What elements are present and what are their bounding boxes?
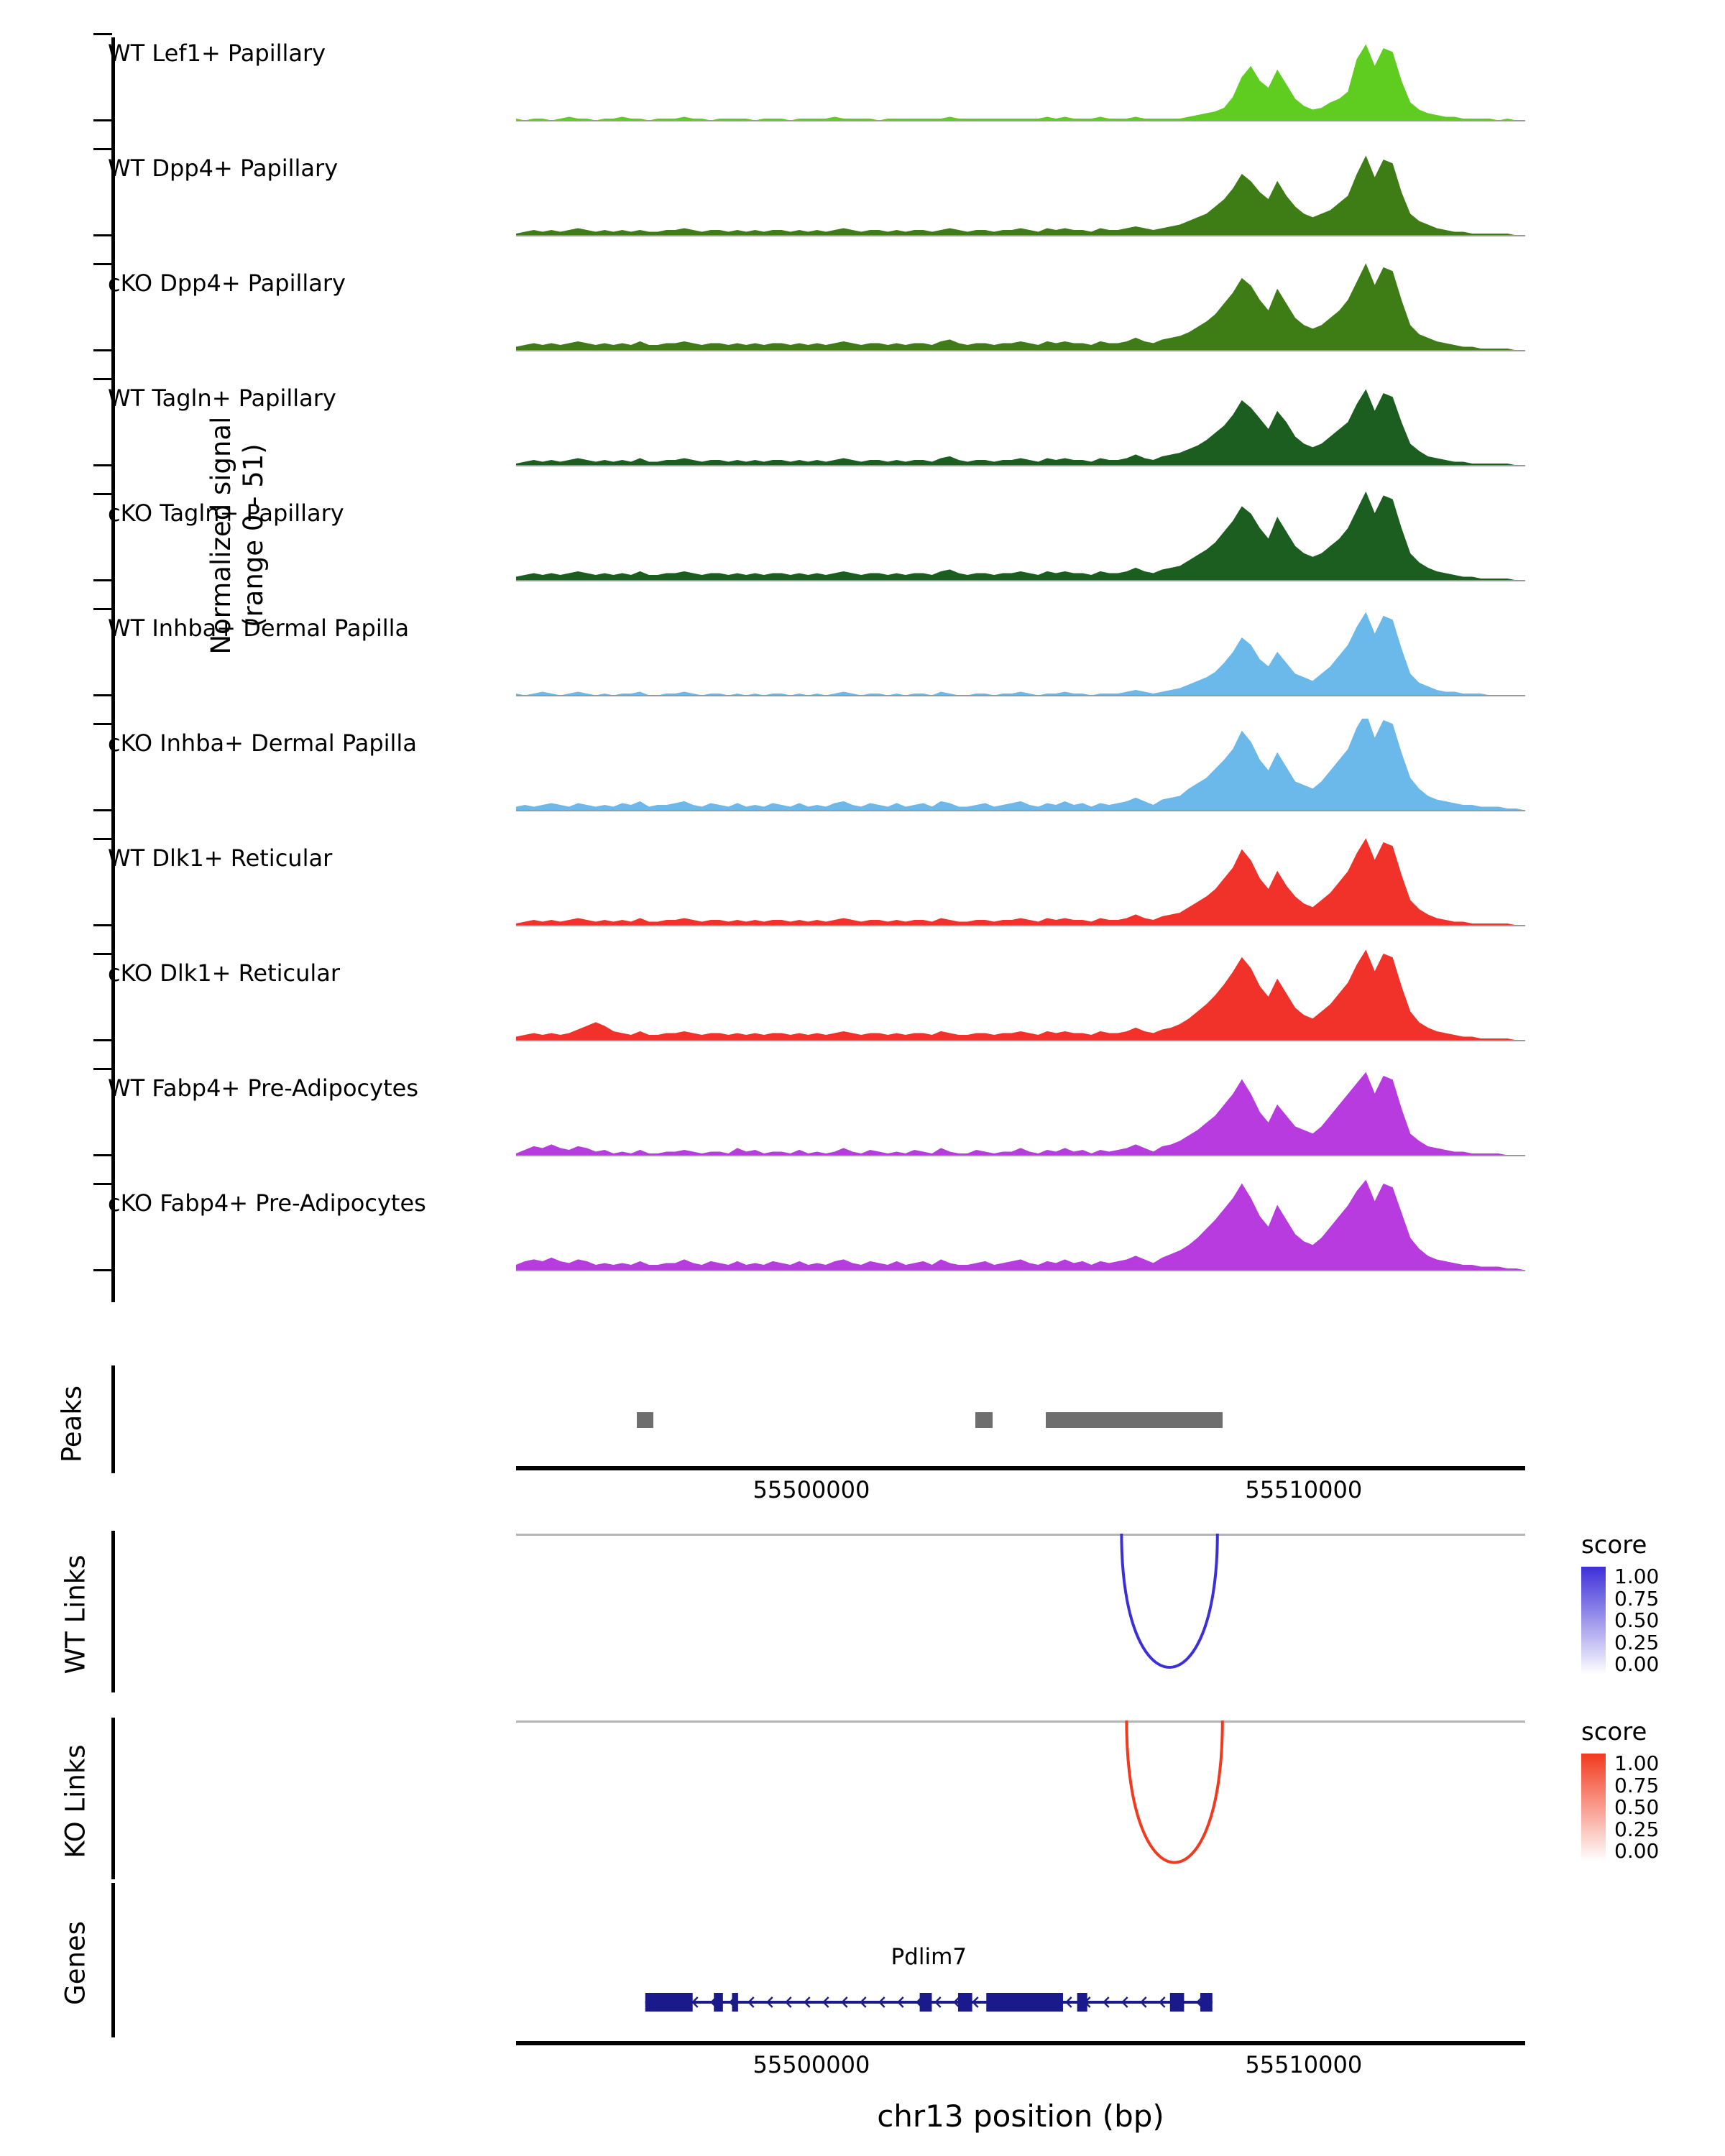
legend-tick: 1.00 — [1614, 1565, 1660, 1588]
coverage-signal-area — [516, 374, 1525, 466]
coverage-track — [0, 1064, 1725, 1179]
coverage-track — [0, 604, 1725, 719]
ko-links-legend-gradient — [1581, 1754, 1606, 1861]
coverage-signal-area — [516, 719, 1525, 811]
coverage-signal-area — [516, 144, 1525, 236]
gene-exon — [645, 1993, 693, 2012]
coverage-signal-area — [516, 1179, 1525, 1271]
axis-tick-label: 55500000 — [753, 2051, 870, 2078]
coverage-track — [0, 1179, 1725, 1294]
ko-links-legend — [1581, 1718, 1725, 1861]
gene-exon — [920, 1993, 932, 2012]
coverage-track-label: cKO Tagln+ Papillary — [108, 499, 344, 528]
genes-label: Genes — [60, 1921, 91, 2005]
coverage-track-label: WT Fabp4+ Pre-Adipocytes — [108, 1074, 418, 1102]
ko-links-label: KO Links — [60, 1744, 91, 1858]
peaks-label: Peaks — [56, 1385, 88, 1463]
coverage-track — [0, 29, 1725, 144]
coverage-track-baseline — [516, 235, 1525, 236]
wt-links-panel — [0, 1524, 1725, 1703]
gene-exon — [1170, 1993, 1184, 2012]
coverage-track — [0, 834, 1725, 949]
wt-links-arcs — [516, 1534, 1525, 1695]
coverage-track-label: cKO Dpp4+ Papillary — [108, 270, 346, 298]
coverage-track-label: WT Inhba+ Dermal Papilla — [108, 614, 410, 642]
legend-tick: 0.50 — [1614, 1795, 1660, 1819]
coverage-track-label: cKO Fabp4+ Pre-Adipocytes — [108, 1189, 426, 1217]
coverage-signal-area — [516, 949, 1525, 1041]
ko-links-panel — [0, 1710, 1725, 1890]
legend-tick: 0.00 — [1614, 1652, 1660, 1676]
coverage-track-label: WT Lef1+ Papillary — [108, 40, 326, 68]
wt-links-legend — [1581, 1531, 1725, 1674]
gene-exon — [732, 1993, 737, 2012]
legend-tick: 0.25 — [1614, 1817, 1660, 1841]
coverage-track — [0, 719, 1725, 834]
coverage-track-baseline — [516, 465, 1525, 466]
wt-links-legend-gradient — [1581, 1567, 1606, 1674]
y-axis-label-line2: (range 0 - 51) — [238, 443, 269, 627]
axis-tick-label: 55510000 — [1245, 1476, 1363, 1503]
coverage-track-baseline — [516, 1040, 1525, 1041]
wt-links-legend-title: score — [1581, 1531, 1647, 1560]
coverage-track-label: WT Dlk1+ Reticular — [108, 844, 333, 872]
wt-links-legend-ticks — [1614, 1567, 1659, 1674]
link-arc — [1121, 1534, 1217, 1667]
genes-axis-bar — [111, 1883, 115, 2037]
coverage-signal-area — [516, 489, 1525, 581]
peak-region — [637, 1412, 653, 1428]
ko-links-legend-title: score — [1581, 1718, 1647, 1746]
ko-links-axis-bar — [111, 1718, 115, 1879]
peaks-axis-bar — [111, 1365, 115, 1473]
coverage-track-label: cKO Dlk1+ Reticular — [108, 959, 341, 987]
coverage-track — [0, 489, 1725, 604]
wt-links-label: WT Links — [60, 1554, 91, 1674]
wt-links-axis-bar — [111, 1531, 115, 1692]
coverage-track-label: WT Tagln+ Papillary — [108, 384, 336, 413]
legend-tick: 0.50 — [1614, 1608, 1660, 1632]
coverage-track — [0, 259, 1725, 374]
axis-tick-label: 55500000 — [753, 1476, 870, 1503]
coverage-track-baseline — [516, 350, 1525, 351]
coverage-track-baseline — [516, 580, 1525, 581]
gene-exon — [1200, 1993, 1213, 2012]
axis-line-top — [516, 1466, 1525, 1470]
coverage-track — [0, 949, 1725, 1064]
y-axis-label-line1: Normalized signal — [205, 416, 236, 655]
coverage-track-label: WT Dpp4+ Papillary — [108, 155, 339, 183]
genes-panel — [0, 1876, 1725, 2063]
peak-region — [975, 1412, 993, 1428]
legend-tick: 0.00 — [1614, 1839, 1660, 1863]
legend-tick: 1.00 — [1614, 1751, 1660, 1775]
gene-exon — [986, 1993, 1063, 2012]
coverage-track-label: cKO Inhba+ Dermal Papilla — [108, 729, 417, 757]
ko-links-arcs — [516, 1720, 1525, 1882]
coverage-signal-area — [516, 604, 1525, 696]
coverage-track-baseline — [516, 695, 1525, 696]
coverage-track-baseline — [516, 1155, 1525, 1156]
gene-name-label: Pdlim7 — [891, 1944, 967, 1970]
axis-line-bottom — [516, 2041, 1525, 2045]
peak-region — [1046, 1412, 1223, 1428]
legend-tick: 0.75 — [1614, 1773, 1660, 1797]
coverage-track-baseline — [516, 1270, 1525, 1271]
coverage-signal-area — [516, 259, 1525, 351]
gene-exon — [1077, 1993, 1087, 2012]
coverage-track — [0, 374, 1725, 489]
gene-exon — [714, 1993, 723, 2012]
coverage-signal-area — [516, 1064, 1525, 1156]
gene-exon — [958, 1993, 972, 2012]
coverage-track-baseline — [516, 810, 1525, 811]
coverage-track — [0, 144, 1725, 259]
ko-links-legend-ticks — [1614, 1751, 1660, 1863]
coverage-track-baseline — [516, 925, 1525, 926]
legend-tick: 0.75 — [1614, 1586, 1660, 1611]
link-arc — [1126, 1720, 1222, 1863]
genomic-axis-bottom — [0, 2041, 1725, 2156]
gene-model — [516, 1984, 1525, 2027]
x-axis-label: chr13 position (bp) — [877, 2099, 1164, 2134]
coverage-signal-area — [516, 834, 1525, 926]
legend-tick: 0.25 — [1614, 1630, 1660, 1654]
axis-tick-label: 55510000 — [1245, 2051, 1363, 2078]
coverage-track-baseline — [516, 120, 1525, 121]
coverage-signal-area — [516, 29, 1525, 121]
